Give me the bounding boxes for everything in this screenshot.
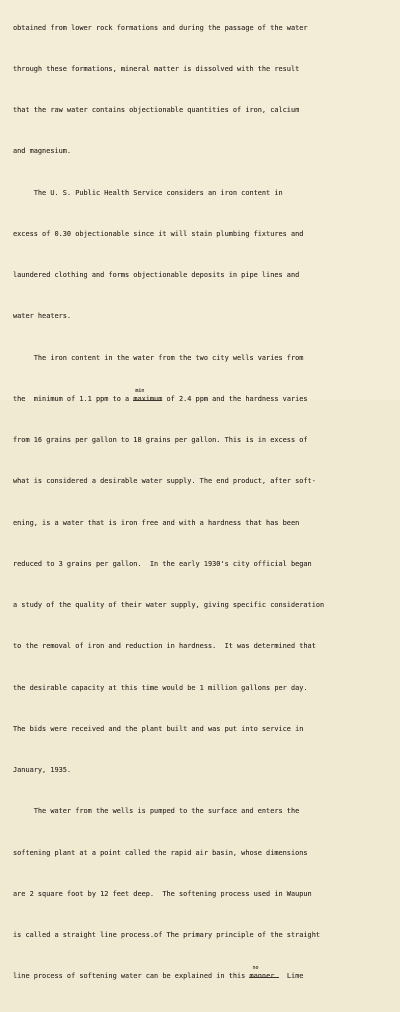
text-line: to the removal of iron and reduction in hardness. It was determined that bbox=[13, 642, 316, 651]
text-line: January, 1935. bbox=[13, 766, 72, 774]
text-line bbox=[13, 387, 397, 407]
text-line bbox=[13, 965, 397, 984]
text-line: what is considered a desirable water supply. The end product, after soft- bbox=[13, 477, 316, 486]
struck-word: manner. no bbox=[249, 970, 278, 984]
text-line: reduced to 3 grains per gallon. In the early 1930's city official began bbox=[13, 559, 312, 568]
text-fragment: Lime bbox=[278, 972, 304, 981]
interlinear-insertion: no bbox=[252, 965, 259, 972]
text-line: water heaters. bbox=[13, 312, 72, 321]
text-line: softening plant at a point called the rapid air basin, whose dimensions bbox=[13, 848, 308, 857]
text-line: through these formations, mineral matter is dissolved with the result bbox=[13, 64, 300, 73]
text-line: from 16 grains per gallon to 18 grains per gallon. This is in excess of bbox=[13, 436, 308, 444]
text-line: excess of 0.30 objectionable since it will stain plumbing fixtures and bbox=[13, 229, 304, 238]
text-line: are 2 square foot by 12 feet deep. The softening process used in Waupun bbox=[13, 889, 312, 898]
text-line: The water from the wells is pumped to the surface and enters the bbox=[13, 807, 300, 816]
text-line: a study of the quality of their water supply, giving specific consideration bbox=[13, 601, 325, 609]
text-line: that the raw water contains objectionable quantities of iron, calcium bbox=[13, 106, 300, 114]
text-line: obtained from lower rock formations and during the passage of the water bbox=[13, 23, 308, 32]
text-line: is called a straight line process.of The primary principle of the straight bbox=[13, 931, 320, 939]
text-fragment: line process of softening water can be explained in this bbox=[13, 972, 250, 981]
text-line: laundered clothing and forms objectionable deposits in pipe lines and bbox=[13, 271, 300, 279]
struck-word: maximum min bbox=[133, 393, 162, 407]
text-line: and magnesium. bbox=[13, 147, 72, 156]
text-line: the desirable capacity at this time would be 1 million gallons per day. bbox=[13, 683, 308, 692]
text-line: The bids were received and the plant built and was put into service in bbox=[13, 724, 304, 733]
text-fragment: of 2.4 ppm and the hardness varies bbox=[162, 394, 308, 403]
text-line: ening, is a water that is iron free and with a hardness that has been bbox=[13, 518, 300, 527]
text-line: The U. S. Public Health Service considers an iron content in bbox=[13, 188, 283, 197]
text-fragment: the minimum of 1.1 ppm to a bbox=[13, 394, 134, 403]
text-line: The iron content in the water from the two city wells varies from bbox=[13, 353, 304, 362]
interlinear-insertion: min bbox=[135, 387, 145, 394]
typed-text bbox=[13, 0, 397, 1012]
